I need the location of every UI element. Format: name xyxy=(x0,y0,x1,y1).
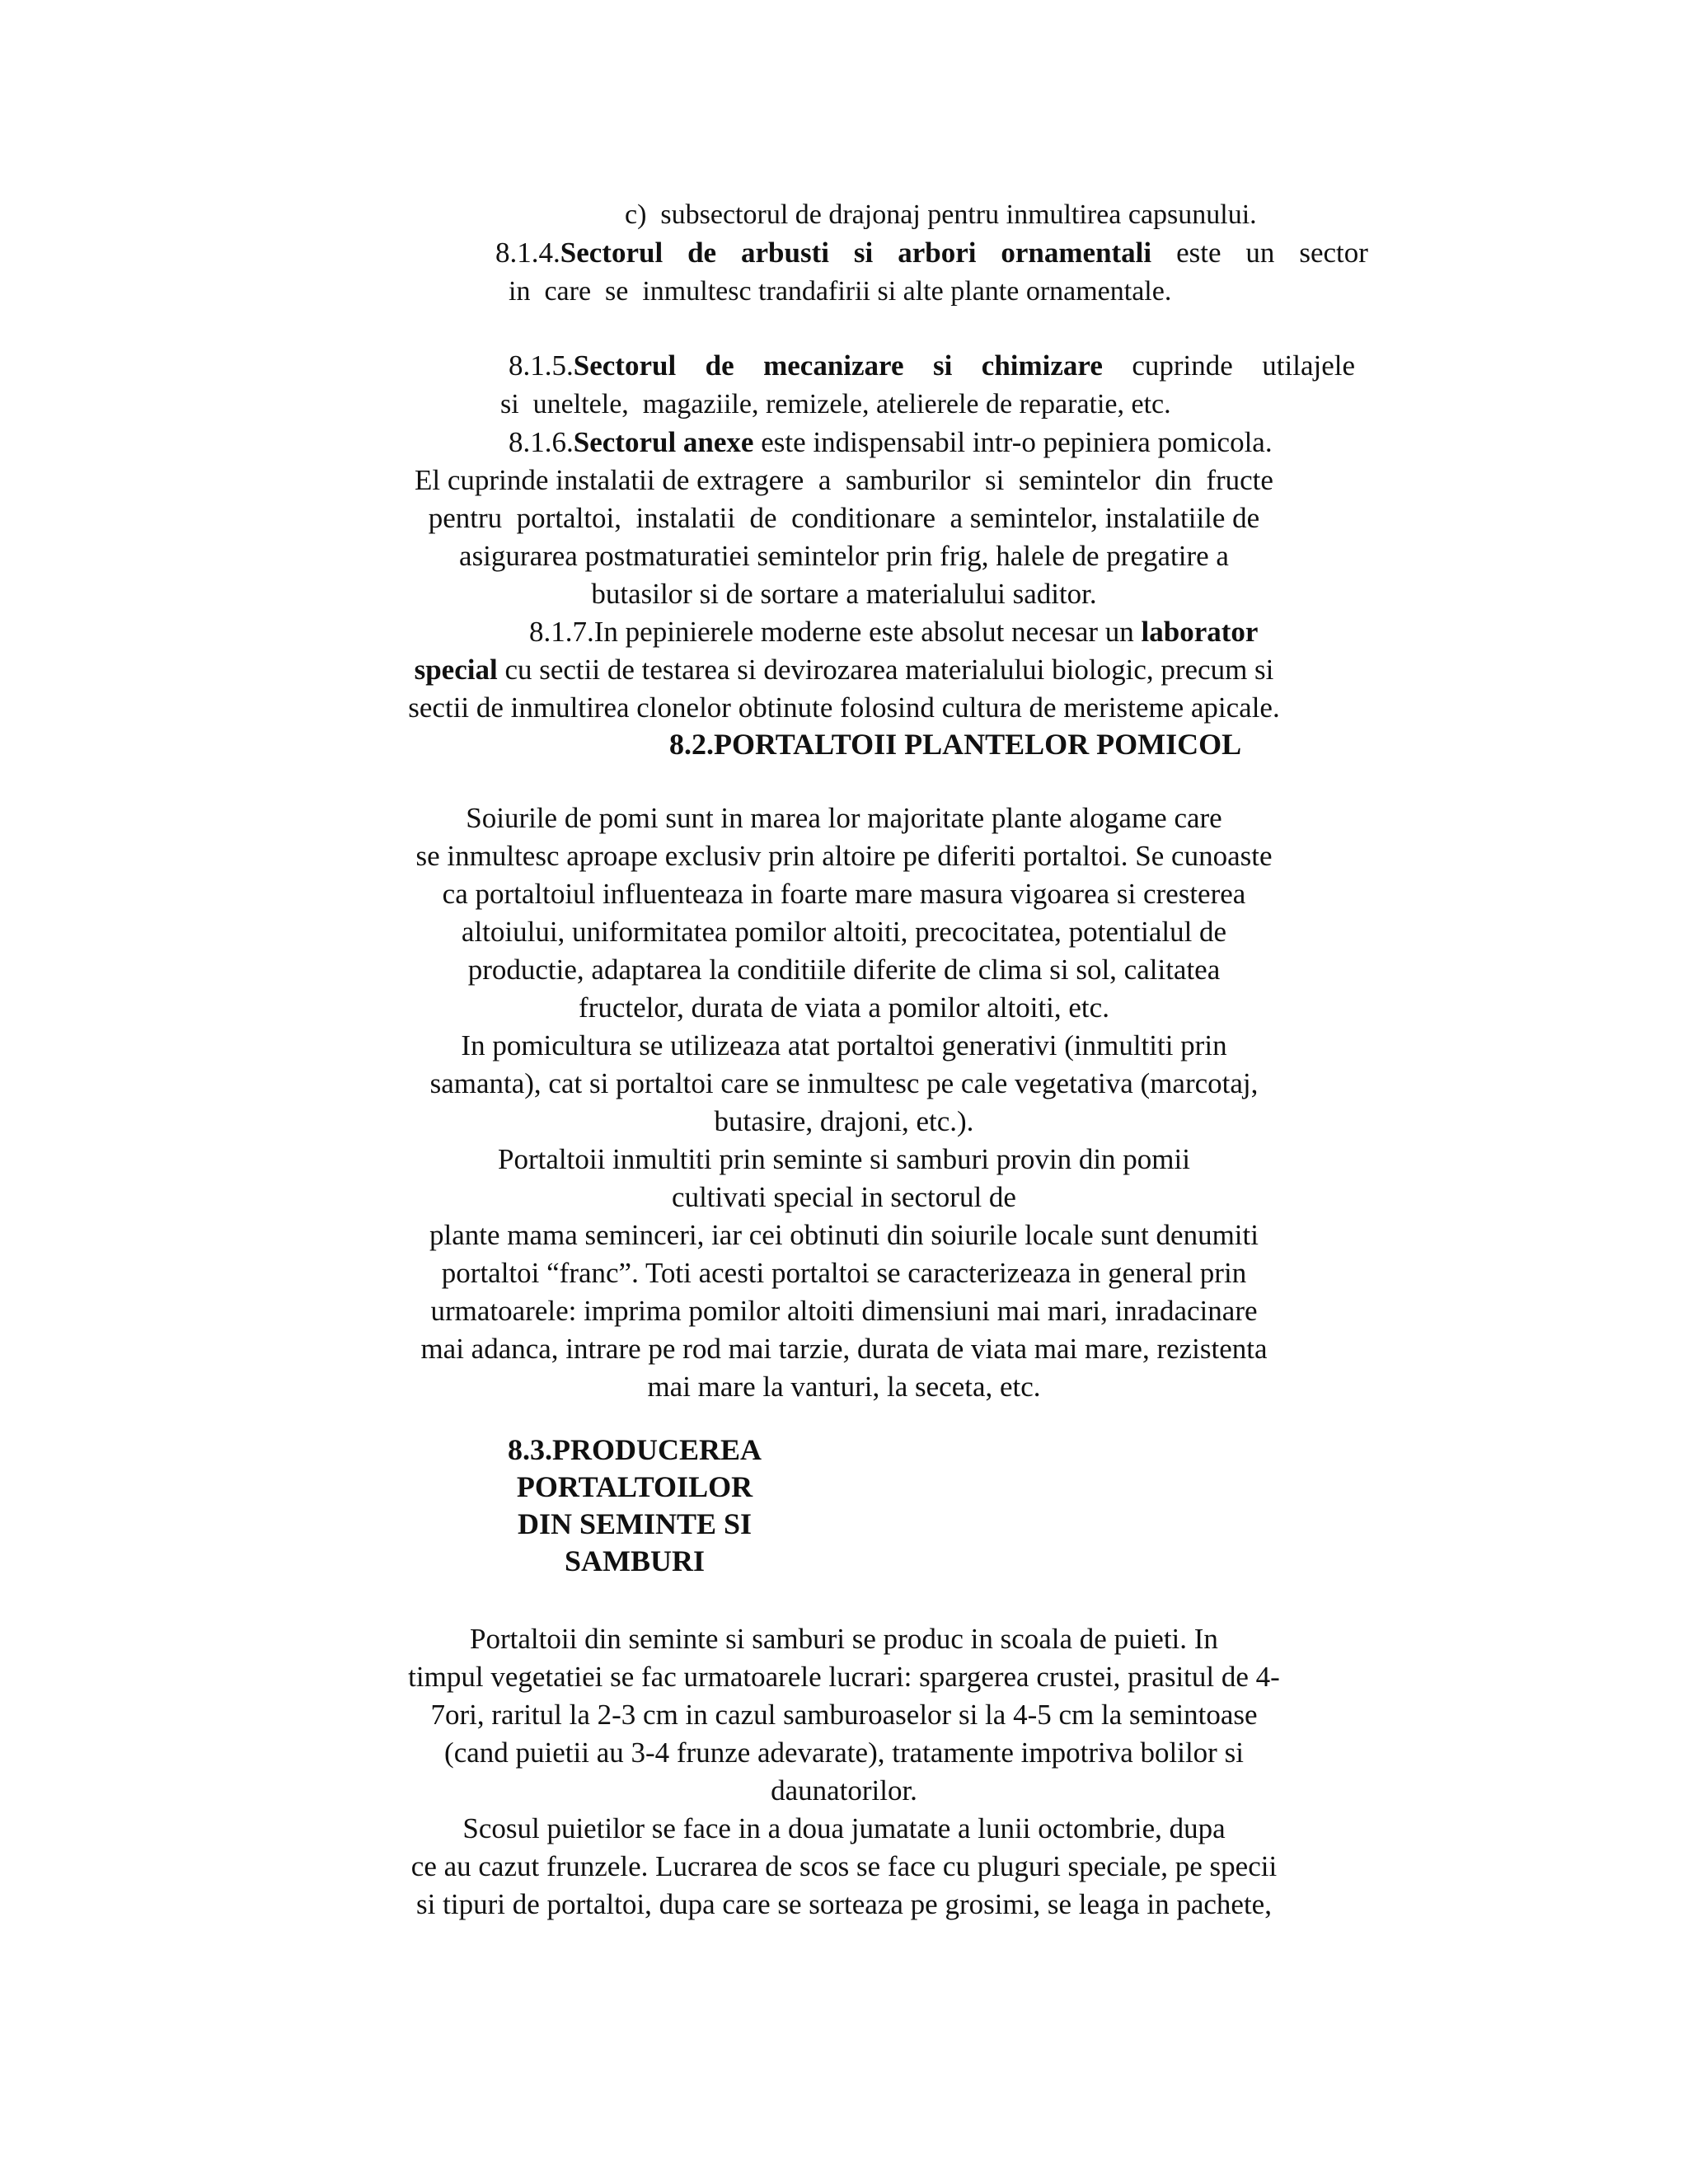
paragraph-8-1-5-line-2: si uneltele, magaziile, remizele, atelierele de reparatie, etc. xyxy=(500,389,1171,419)
paragraph-8-3-1-line-1: Portaltoii din seminte si samburi se produc in scoala de puieti. In xyxy=(470,1623,1218,1655)
paragraph-8-3-1-line-4: (cand puietii au 3-4 frunze adevarate), tratamente impotriva bolilor si xyxy=(444,1736,1244,1769)
paragraph-8-2-3-line-1: Portaltoii inmultiti prin seminte si samburi provin din pomii xyxy=(498,1143,1190,1175)
paragraph-8-1-4-line-2: in care se inmultesc trandafirii si alte plante ornamentale. xyxy=(509,276,1172,307)
paragraph-8-3-1-line-2: timpul vegetatiei se fac urmatoarele lucrari: spargerea crustei, prasitul de 4- xyxy=(408,1661,1280,1693)
paragraph-8-2-1-line-2: se inmultesc aproape exclusiv prin altoire pe diferiti portaltoi. Se cunoaste xyxy=(415,840,1273,872)
paragraph-8-1-7-line-1: 8.1.7.In pepinierele moderne este absolut necesar un laborator xyxy=(529,616,1259,648)
paragraph-8-1-7-line-2: special cu sectii de testarea si devirozarea materialului biologic, precum si xyxy=(414,654,1274,686)
section-heading-8-3-line-3: DIN SEMINTE SI xyxy=(517,1507,753,1540)
paragraph-8-2-3-line-3: plante mama seminceri, iar cei obtinuti din soiurile locale sunt denumiti xyxy=(429,1219,1259,1251)
paragraph-8-2-3-line-6: mai adanca, intrare pe rod mai tarzie, durata de viata mai mare, rezistenta xyxy=(420,1333,1268,1365)
paragraph-8-3-2-line-1: Scosul puietilor se face in a doua jumatate a lunii octombrie, dupa xyxy=(462,1812,1226,1844)
paragraph-8-2-3-line-4: portaltoi “franc”. Toti acesti portaltoi se caracterizeaza in general prin xyxy=(441,1257,1247,1289)
paragraph-8-1-5-line-1: 8.1.5.Sectorul de mecanizare si chimizare cuprinde utilajele xyxy=(509,349,1355,382)
paragraph-8-1-4-line-1: 8.1.4.Sectorul de arbusti si arbori ornamentali este un sector xyxy=(495,237,1368,269)
section-heading-8-3-line-4: SAMBURI xyxy=(564,1544,705,1577)
paragraph-8-1-6-line-3: pentru portaltoi, instalatii de conditionare a semintelor, instalatiile de xyxy=(428,502,1260,534)
paragraph-8-2-3-line-2: cultivati special in sectorul de xyxy=(672,1181,1016,1213)
paragraph-8-3-2-line-2: ce au cazut frunzele. Lucrarea de scos se face cu pluguri speciale, pe specii xyxy=(410,1850,1278,1882)
paragraph-8-2-1-line-3: ca portaltoiul influenteaza in foarte mare masura vigoarea si cresterea xyxy=(442,878,1246,910)
paragraph-8-2-2-line-1: In pomicultura se utilizeaza atat portaltoi generativi (inmultiti prin xyxy=(461,1029,1227,1062)
paragraph-8-1-6-line-4: asigurarea postmaturatiei semintelor prin frig, halele de pregatire a xyxy=(459,540,1229,572)
paragraph-8-2-1-line-5: productie, adaptarea la conditiile diferite de clima si sol, calitatea xyxy=(467,954,1221,986)
paragraph-8-1-7-line-3: sectii de inmultirea clonelor obtinute folosind cultura de meristeme apicale. xyxy=(408,691,1280,724)
paragraph-8-1-6-line-1: 8.1.6.Sectorul anexe este indispensabil intr-o pepiniera pomicola. xyxy=(509,426,1273,458)
paragraph-8-1-6-line-5: butasilor si de sortare a materialului saditor. xyxy=(591,578,1097,610)
paragraph-8-2-1-line-6: fructelor, durata de viata a pomilor altoiti, etc. xyxy=(579,991,1109,1024)
paragraph-8-2-3-line-5: urmatoarele: imprima pomilor altoiti dimensiuni mai mari, inradacinare xyxy=(430,1295,1258,1327)
paragraph-8-2-3-line-7: mai mare la vanturi, la seceta, etc. xyxy=(647,1371,1041,1403)
paragraph-8-2-2-line-3: butasire, drajoni, etc.). xyxy=(714,1105,974,1137)
paragraph-8-3-2-line-3: si tipuri de portaltoi, dupa care se sorteaza pe grosimi, se leaga in pachete, xyxy=(416,1888,1272,1920)
section-heading-8-3-line-2: PORTALTOILOR xyxy=(516,1470,753,1503)
paragraph-8-3-1-line-5: daunatorilor. xyxy=(771,1774,917,1807)
paragraph-8-2-1-line-1: Soiurile de pomi sunt in marea lor majoritate plante alogame care xyxy=(466,802,1222,834)
section-heading-8-2: 8.2.PORTALTOII PLANTELOR POMICOL xyxy=(669,728,1242,761)
paragraph-8-3-1-line-3: 7ori, raritul la 2-3 cm in cazul samburoaselor si la 4-5 cm la semintoase xyxy=(430,1699,1258,1731)
paragraph-8-2-1-line-4: altoiului, uniformitatea pomilor altoiti, precocitatea, potentialul de xyxy=(461,916,1227,948)
paragraph-8-1-6-line-2: El cuprinde instalatii de extragere a samburilor si semintelor din fructe xyxy=(415,464,1273,496)
list-item-c: c) subsectorul de drajonaj pentru inmultirea capsunului. xyxy=(625,199,1257,230)
paragraph-8-2-2-line-2: samanta), cat si portaltoi care se inmultesc pe cale vegetativa (marcotaj, xyxy=(429,1067,1259,1099)
section-heading-8-3-line-1: 8.3.PRODUCEREA xyxy=(507,1433,762,1466)
